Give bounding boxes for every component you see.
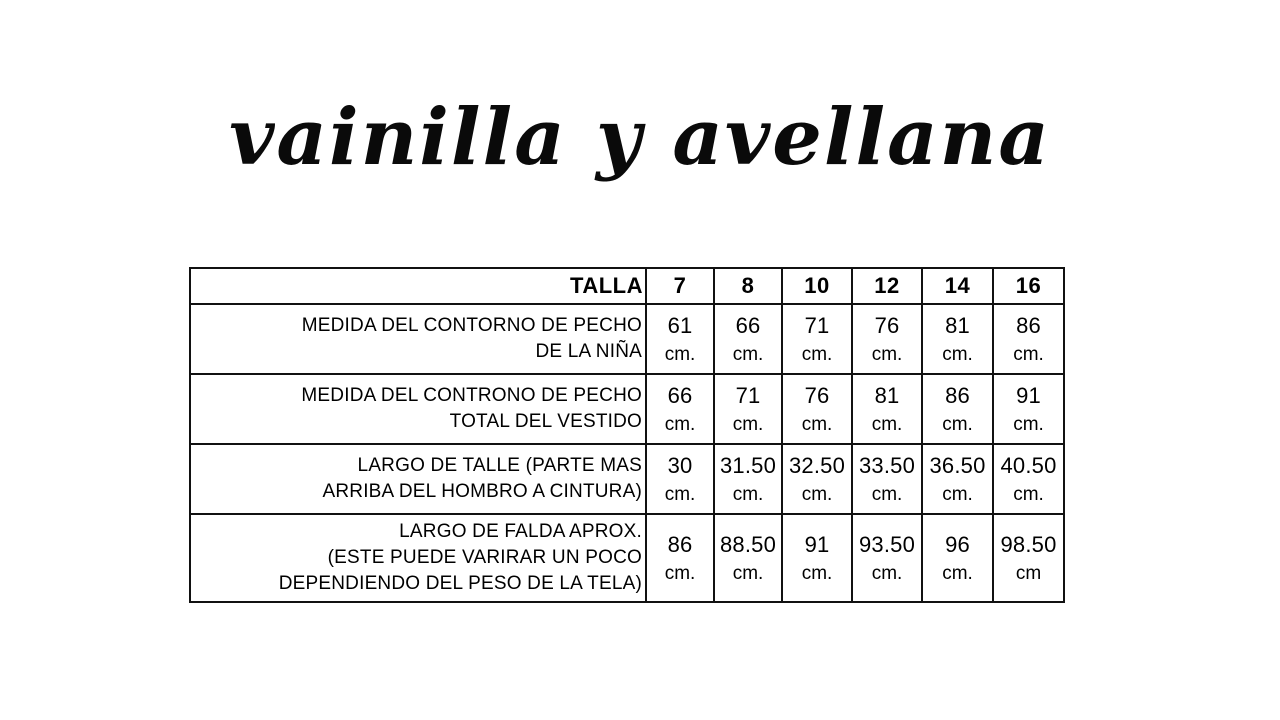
header-row	[190, 268, 1064, 304]
size-header-cell: 14	[922, 268, 993, 304]
measure-unit: cm.	[1013, 484, 1044, 505]
measure-value-cell	[714, 444, 782, 514]
measure-unit: cm.	[664, 484, 696, 505]
measure-value: 76	[874, 313, 900, 338]
measure-unit: cm.	[664, 563, 696, 584]
measure-value-cell	[922, 304, 993, 374]
measure-value: 86	[667, 532, 693, 557]
size-chart-table	[189, 267, 1065, 603]
brand-logo: vainilla y avellana	[229, 92, 1051, 183]
measure-value: 81	[945, 313, 970, 338]
measure-value-cell	[782, 304, 852, 374]
measure-value: 32.50	[788, 453, 846, 478]
measure-value: 71	[804, 313, 830, 338]
measure-unit: cm.	[732, 344, 764, 365]
measure-value-cell	[922, 514, 993, 602]
table-row	[190, 514, 1064, 602]
row-label	[190, 304, 646, 374]
measure-value: 91	[804, 532, 830, 557]
measure-unit: cm.	[801, 414, 833, 435]
measure-unit: cm.	[732, 563, 764, 584]
row-label-line: DEPENDIENDO DEL PESO DE LA TELA)	[278, 573, 642, 594]
row-label-line: LARGO DE FALDA APROX.	[399, 521, 642, 542]
measure-value-cell	[714, 304, 782, 374]
measure-value-cell	[922, 374, 993, 444]
measure-value: 81	[874, 383, 900, 408]
table-row	[190, 304, 1064, 374]
row-label-line: DE LA NIÑA	[535, 341, 642, 362]
size-header-cell: 8	[714, 268, 782, 304]
measure-unit: cm.	[871, 484, 903, 505]
measure-value: 98.50	[1000, 532, 1057, 557]
measure-unit: cm.	[1013, 344, 1044, 365]
measure-unit: cm.	[801, 563, 833, 584]
row-label-line: LARGO DE TALLE (PARTE MAS	[357, 455, 642, 476]
size-header-cell: 10	[782, 268, 852, 304]
measure-unit: cm.	[732, 414, 764, 435]
row-label-line: ARRIBA DEL HOMBRO A CINTURA)	[322, 481, 642, 502]
measure-value-cell	[646, 514, 714, 602]
measure-value: 66	[735, 313, 761, 338]
measure-value: 31.50	[719, 453, 777, 478]
measure-value-cell	[782, 444, 852, 514]
measure-value-cell	[852, 374, 922, 444]
measure-unit: cm.	[871, 414, 903, 435]
measure-value-cell	[993, 304, 1064, 374]
size-header-cell: 12	[852, 268, 922, 304]
measure-value-cell	[852, 514, 922, 602]
measure-value-cell	[852, 304, 922, 374]
measure-unit: cm.	[942, 344, 973, 365]
measure-unit: cm.	[1013, 414, 1044, 435]
measure-value: 33.50	[858, 453, 916, 478]
measure-value-cell	[922, 444, 993, 514]
measure-unit: cm.	[942, 414, 973, 435]
measure-value-cell	[993, 444, 1064, 514]
measure-unit: cm.	[942, 563, 973, 584]
measure-value: 71	[735, 383, 761, 408]
measure-value-cell	[993, 514, 1064, 602]
measure-unit: cm.	[871, 563, 903, 584]
measure-value-cell	[646, 304, 714, 374]
measure-unit: cm.	[732, 484, 764, 505]
measure-value-cell	[782, 374, 852, 444]
measure-value: 30	[667, 453, 693, 478]
measure-unit: cm	[1015, 563, 1042, 584]
size-header-cell: 16	[993, 268, 1064, 304]
measure-unit: cm.	[801, 344, 833, 365]
table-row	[190, 444, 1064, 514]
measure-value: 93.50	[858, 532, 916, 557]
measure-unit: cm.	[664, 344, 696, 365]
measure-value-cell	[852, 444, 922, 514]
row-label-line: TOTAL DEL VESTIDO	[449, 411, 642, 432]
measure-value: 76	[804, 383, 830, 408]
measure-value-cell	[646, 444, 714, 514]
row-label-line: MEDIDA DEL CONTRONO DE PECHO	[301, 385, 642, 406]
size-header-cell: 7	[646, 268, 714, 304]
measure-value-cell	[782, 514, 852, 602]
row-label	[190, 514, 646, 602]
table-row	[190, 374, 1064, 444]
measure-value-cell	[993, 374, 1064, 444]
measure-value: 88.50	[719, 532, 777, 557]
measure-value: 61	[667, 313, 693, 338]
measure-value: 86	[1016, 313, 1041, 338]
measure-value: 86	[945, 383, 970, 408]
measure-unit: cm.	[801, 484, 833, 505]
measure-value-cell	[714, 514, 782, 602]
measure-value-cell	[714, 374, 782, 444]
measure-value: 96	[945, 532, 970, 557]
measure-value-cell	[646, 374, 714, 444]
measure-unit: cm.	[871, 344, 903, 365]
measure-value: 40.50	[1000, 453, 1057, 478]
row-label-line: (ESTE PUEDE VARIRAR UN POCO	[327, 547, 642, 568]
measure-unit: cm.	[942, 484, 973, 505]
measure-value: 36.50	[929, 453, 986, 478]
size-row-header: TALLA	[190, 268, 646, 304]
row-label-line: MEDIDA DEL CONTORNO DE PECHO	[301, 315, 642, 336]
row-label	[190, 374, 646, 444]
measure-unit: cm.	[664, 414, 696, 435]
measure-value: 66	[667, 383, 693, 408]
measure-value: 91	[1016, 383, 1041, 408]
row-label	[190, 444, 646, 514]
